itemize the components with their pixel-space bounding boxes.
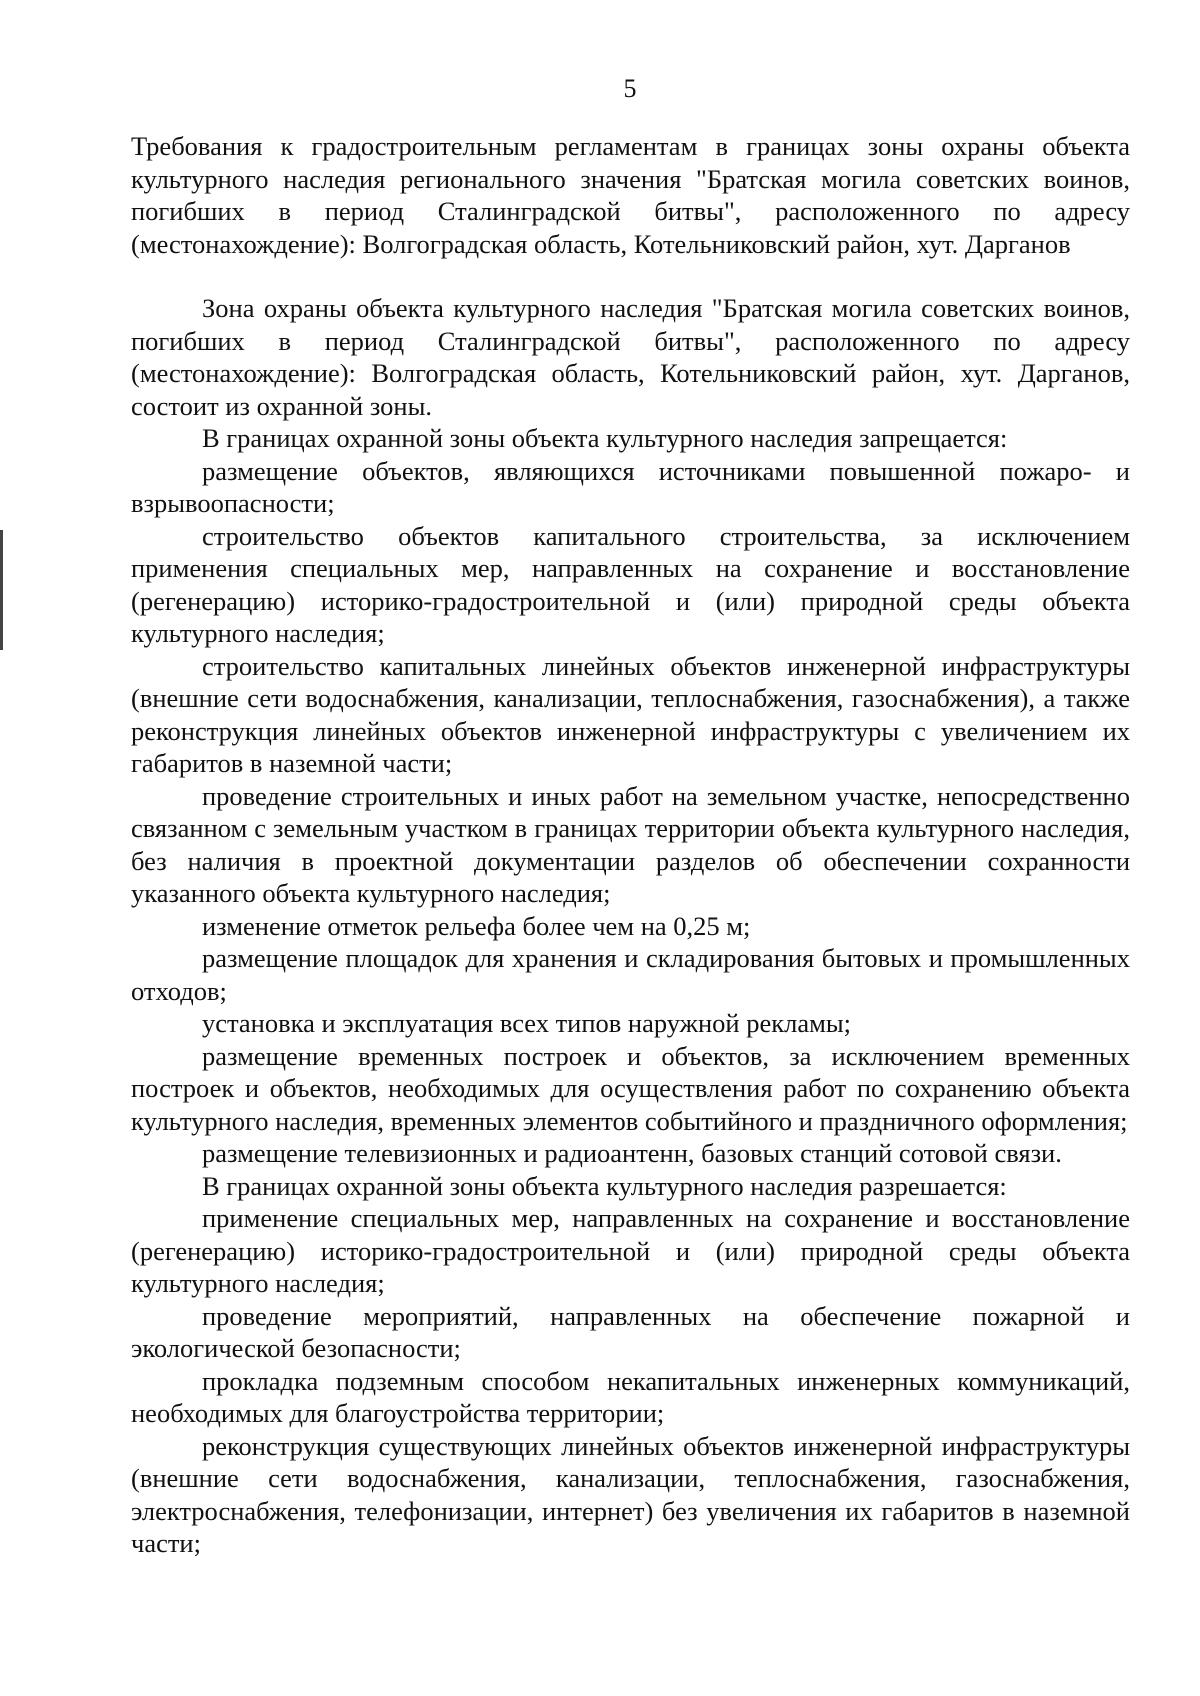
scan-margin-mark <box>0 530 3 650</box>
prohibited-item: проведение строительных и иных работ на земельном участке, непосредственно связанном с земельным участком в границах территории объекта культурного наследия, без наличия в проектной документации разделов об обеспечении сохранности указанного объекта культурного наследия; <box>131 780 1130 908</box>
prohibited-item: установка и эксплуатация всех типов наружной рекламы; <box>202 1008 852 1038</box>
paragraph-permitted-heading: В границах охранной зоны объекта культурного наследия разрешается: <box>202 1170 1007 1201</box>
document-body <box>131 130 1130 1560</box>
title-spacer <box>131 260 1130 292</box>
prohibited-item: размещение объектов, являющихся источниками повышенной пожаро- и взрывоопасности; <box>131 455 1130 518</box>
permitted-item: проведение мероприятий, направленных на обеспечение пожарной и экологической безопасности; <box>131 1300 1130 1363</box>
paragraph-prohibited-heading: В границах охранной зоны объекта культурного наследия запрещается: <box>202 423 1008 453</box>
prohibited-item: размещение площадок для хранения и складирования бытовых и промышленных отходов; <box>131 943 1130 1006</box>
paragraph-zone-composition: Зона охраны объекта культурного наследия "Братская могила советских воинов, погибших в период Сталинградской битвы", расположенного по адресу (местонахождение): Волгоградская область, Котельниковский район, хут. Дарганов, состоит из охранной зоны. <box>131 293 1130 421</box>
prohibited-item: размещение временных построек и объектов, за исключением временных построек и объектов, необходимых для осуществления работ по сохранению объекта культурного наследия, временных элементов событийного и праздничного оформления; <box>131 1040 1130 1136</box>
page-number: 5 <box>623 74 637 103</box>
prohibited-item: размещение телевизионных и радиоантенн, базовых станций сотовой связи. <box>202 1138 1062 1168</box>
prohibited-item: строительство объектов капитального строительства, за исключением применения специальных мер, направленных на сохранение и восстановление (регенерацию) историко-градостроительной и (или) природной среды объекта культурного наследия; <box>131 520 1130 648</box>
permitted-item: прокладка подземным способом некапитальных инженерных коммуникаций, необходимых для благоустройства территории; <box>131 1365 1130 1428</box>
prohibited-item: строительство капитальных линейных объектов инженерной инфраструктуры (внешние сети водоснабжения, канализации, теплоснабжения, газоснабжения), а также реконструкция линейных объектов инженерной инфраструктуры с увеличением их габаритов в наземной части; <box>131 650 1130 778</box>
permitted-item: реконструкция существующих линейных объектов инженерной инфраструктуры (внешние сети водоснабжения, канализации, теплоснабжения, газоснабжения, электроснабжения, телефонизации, интернет) без увеличения их габаритов в наземной части; <box>131 1430 1130 1558</box>
document-title: Требования к градостроительным регламентам в границах зоны охраны объекта культурного наследия регионального значения "Братская могила советских воинов, погибших в период Сталинградской битвы", расположенного по адресу (местонахождение): Волгоградская область, Котельниковский район, хут. Дарганов <box>131 131 1130 259</box>
prohibited-item: изменение отметок рельефа более чем на 0,25 м; <box>202 910 751 941</box>
permitted-item: применение специальных мер, направленных на сохранение и восстановление (регенерацию) историко-градостроительной и (или) природной среды объекта культурного наследия; <box>131 1203 1130 1298</box>
